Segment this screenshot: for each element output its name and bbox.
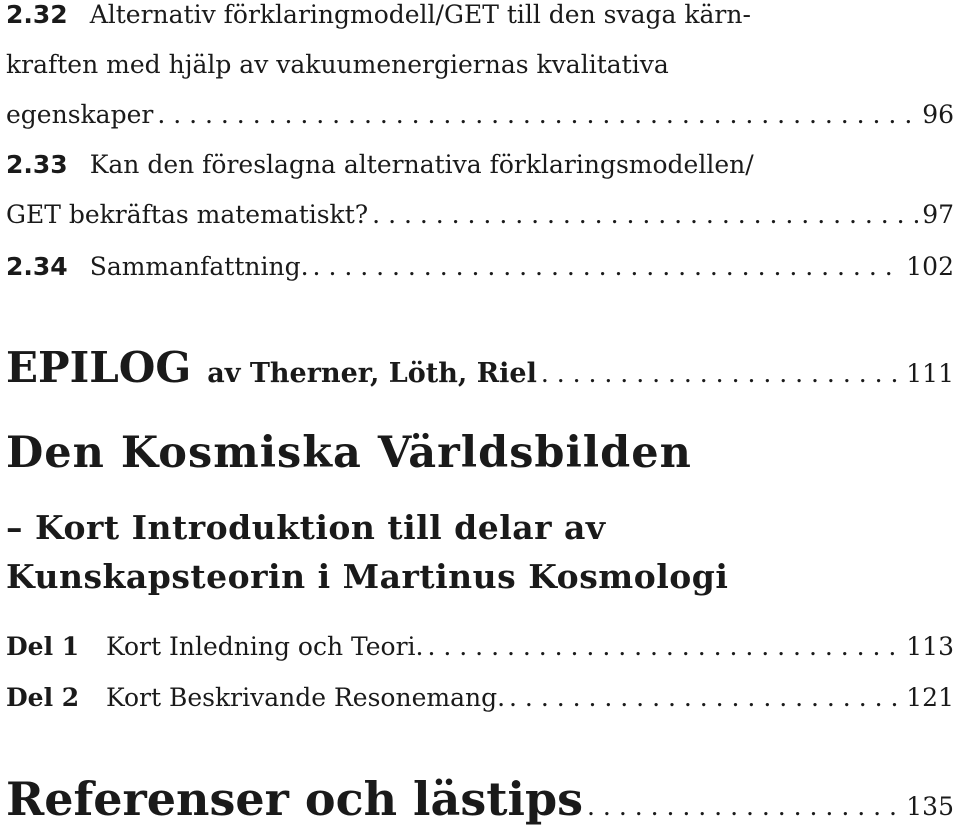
- toc-entry-2-33-line2[interactable]: [6, 200, 954, 229]
- dot-leader: [313, 252, 903, 281]
- toc-entry-2-32-line2: [6, 50, 954, 79]
- toc-entry-del-1[interactable]: [6, 632, 954, 661]
- part-label: Del 2: [6, 683, 80, 712]
- dot-leader: [541, 359, 902, 388]
- toc-entry-del-2[interactable]: [6, 683, 954, 712]
- page-number: 113: [906, 632, 954, 661]
- section-title-continued: egenskaper: [6, 100, 154, 129]
- section-title-continued: kraften med hjälp av vakuumenergiernas kvalitativa: [6, 50, 669, 79]
- epilog-title: EPILOG: [6, 343, 192, 392]
- section-title: Alternativ förklaringmodell/GET till den svaga kärn-: [89, 0, 751, 29]
- section-title-continued: GET bekräftas matematiskt?: [6, 200, 369, 229]
- dot-leader: [587, 792, 902, 821]
- page-number: 96: [922, 100, 954, 129]
- page-number: 102: [906, 252, 954, 281]
- section-heading: Den Kosmiska Världsbilden: [6, 428, 692, 478]
- dot-leader: [428, 632, 903, 661]
- part-label: Del 1: [6, 632, 80, 661]
- part-title: Kort Inledning och Teori.: [106, 632, 424, 661]
- section-title: Kan den föreslagna alternativa förklaringsmodellen/: [89, 150, 754, 179]
- page-number: 121: [906, 683, 954, 712]
- toc-entry-2-32-line3[interactable]: [6, 100, 954, 129]
- section-number: 2.32: [6, 0, 68, 29]
- page-number: 97: [922, 200, 954, 229]
- dot-leader: [157, 100, 918, 129]
- section-subheading-line1: – Kort Introduktion till delar av: [6, 508, 606, 547]
- toc-entry-2-33-line1: [6, 150, 954, 179]
- part-title: Kort Beskrivande Resonemang.: [106, 683, 506, 712]
- toc-entry-epilog[interactable]: [6, 343, 954, 392]
- toc-entry-2-32-line1: [6, 0, 954, 29]
- dot-leader: [372, 200, 918, 229]
- epilog-authors: av Therner, Löth, Riel: [207, 358, 537, 389]
- section-number: 2.33: [6, 150, 68, 179]
- dot-leader: [509, 683, 902, 712]
- page-number: 111: [906, 359, 954, 388]
- toc-entry-2-34[interactable]: [6, 252, 954, 281]
- page-number: 135: [906, 792, 954, 821]
- section-number: 2.34: [6, 252, 68, 281]
- section-subheading-line2: Kunskapsteorin i Martinus Kosmologi: [6, 557, 729, 596]
- section-title: Sammanfattning.: [89, 252, 309, 281]
- references-title: Referenser och lästips: [6, 772, 584, 826]
- toc-entry-references[interactable]: [6, 772, 954, 826]
